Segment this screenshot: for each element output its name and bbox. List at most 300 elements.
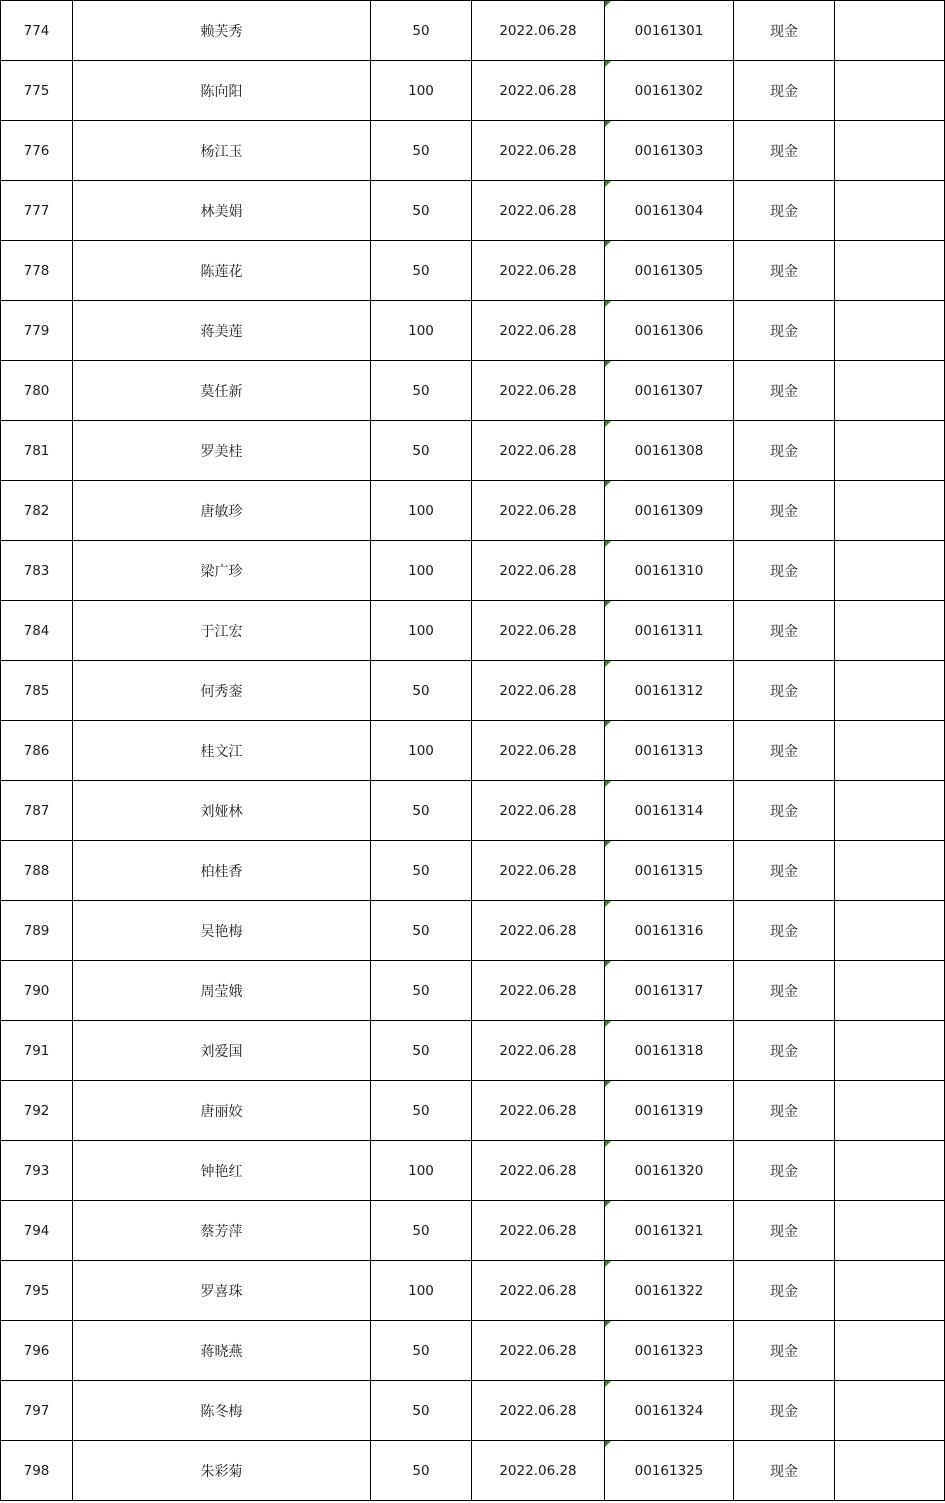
date-cell [472,121,605,181]
text-format-indicator-icon [605,1441,611,1447]
date-cell-text: 2022.06.28 [499,1102,577,1119]
text-format-indicator-icon [605,1021,611,1027]
payment-method-cell-text: 现金 [770,1403,798,1420]
date-cell [472,901,605,961]
receipt-number-cell-text: 00161322 [634,1282,704,1299]
table-row [1,421,945,481]
text-format-indicator-icon [605,1381,611,1387]
amount-cell [371,61,472,121]
payment-method-cell [734,1441,835,1501]
receipt-number-cell-text: 00161318 [634,1042,704,1059]
name-cell [73,961,371,1021]
row-number-cell-text: 798 [23,1462,50,1479]
receipt-number-cell-text: 00161306 [634,322,704,339]
name-cell [73,481,371,541]
receipt-number-cell [605,841,734,901]
receipt-number-cell-text: 00161323 [634,1342,704,1359]
payment-method-cell-text: 现金 [770,83,798,100]
name-cell-text: 于江宏 [200,623,243,640]
name-cell [73,1441,371,1501]
amount-cell-text: 50 [412,1042,430,1059]
note-cell [835,361,945,421]
row-number-cell-text: 794 [23,1222,50,1239]
note-cell [835,1381,945,1441]
payment-method-cell-text: 现金 [770,683,798,700]
receipt-number-cell [605,421,734,481]
row-number-cell [1,301,73,361]
row-number-cell [1,121,73,181]
text-format-indicator-icon [605,781,611,787]
date-cell [472,1141,605,1201]
amount-cell [371,1141,472,1201]
row-number-cell [1,1381,73,1441]
row-number-cell-text: 787 [23,802,50,819]
text-format-indicator-icon [605,1,611,7]
note-cell [835,1141,945,1201]
row-number-cell [1,841,73,901]
payment-method-cell-text: 现金 [770,623,798,640]
table-row [1,1321,945,1381]
text-format-indicator-icon [605,841,611,847]
text-format-indicator-icon [605,61,611,67]
table-row [1,1081,945,1141]
receipt-number-cell [605,301,734,361]
table-row [1,1,945,61]
name-cell-text: 钟艳红 [200,1163,243,1180]
text-format-indicator-icon [605,901,611,907]
amount-cell [371,1021,472,1081]
amount-cell [371,601,472,661]
row-number-cell [1,241,73,301]
note-cell [835,241,945,301]
note-cell [835,541,945,601]
row-number-cell [1,961,73,1021]
amount-cell [371,361,472,421]
text-format-indicator-icon [605,241,611,247]
row-number-cell-text: 790 [23,982,50,999]
receipt-number-cell [605,721,734,781]
amount-cell [371,301,472,361]
amount-cell-text: 50 [412,1462,430,1479]
row-number-cell [1,721,73,781]
payment-method-cell [734,661,835,721]
payment-method-cell [734,961,835,1021]
amount-cell-text: 100 [408,562,434,579]
receipt-number-cell [605,361,734,421]
receipt-number-cell-text: 00161325 [634,1462,704,1479]
row-number-cell [1,61,73,121]
name-cell-text: 桂文江 [200,743,243,760]
receipt-number-cell-text: 00161319 [634,1102,704,1119]
row-number-cell [1,661,73,721]
receipt-number-cell-text: 00161314 [634,802,704,819]
date-cell [472,421,605,481]
payment-method-cell [734,61,835,121]
amount-cell [371,1261,472,1321]
amount-cell-text: 50 [412,1102,430,1119]
receipt-number-cell-text: 00161307 [634,382,704,399]
payment-method-cell [734,121,835,181]
amount-cell [371,901,472,961]
receipt-number-cell [605,661,734,721]
table-row [1,601,945,661]
payment-method-cell-text: 现金 [770,503,798,520]
payment-method-cell-text: 现金 [770,803,798,820]
name-cell [73,301,371,361]
name-cell [73,121,371,181]
note-cell [835,961,945,1021]
name-cell [73,1381,371,1441]
table-row [1,181,945,241]
row-number-cell [1,1081,73,1141]
name-cell-text: 唐敏珍 [200,503,243,520]
amount-cell [371,1201,472,1261]
payment-method-cell-text: 现金 [770,23,798,40]
name-cell-text: 柏桂香 [200,863,243,880]
amount-cell [371,1381,472,1441]
row-number-cell [1,181,73,241]
date-cell [472,961,605,1021]
note-cell [835,1,945,61]
name-cell [73,1021,371,1081]
amount-cell [371,961,472,1021]
row-number-cell-text: 781 [23,442,50,459]
note-cell [835,301,945,361]
receipt-number-cell [605,1081,734,1141]
text-format-indicator-icon [605,1081,611,1087]
text-format-indicator-icon [605,1261,611,1267]
payment-method-cell-text: 现金 [770,203,798,220]
table-row [1,661,945,721]
amount-cell-text: 50 [412,442,430,459]
payment-method-cell [734,1081,835,1141]
amount-cell [371,1441,472,1501]
row-number-cell-text: 791 [23,1042,50,1059]
name-cell [73,1201,371,1261]
name-cell-text: 罗美桂 [200,443,243,460]
date-cell [472,1321,605,1381]
name-cell [73,361,371,421]
row-number-cell-text: 789 [23,922,50,939]
payment-method-cell-text: 现金 [770,323,798,340]
table-row [1,1261,945,1321]
receipt-number-cell-text: 00161324 [634,1402,704,1419]
receipt-number-cell-text: 00161301 [634,22,704,39]
date-cell-text: 2022.06.28 [499,802,577,819]
receipt-number-cell-text: 00161315 [634,862,704,879]
amount-cell-text: 100 [408,622,434,639]
text-format-indicator-icon [605,1321,611,1327]
name-cell-text: 何秀銮 [200,683,243,700]
date-cell [472,601,605,661]
name-cell-text: 莫任新 [200,383,243,400]
table-row [1,841,945,901]
row-number-cell-text: 774 [23,22,50,39]
payment-method-cell [734,301,835,361]
row-number-cell-text: 795 [23,1282,50,1299]
payment-method-cell [734,181,835,241]
amount-cell-text: 50 [412,382,430,399]
row-number-cell [1,1441,73,1501]
text-format-indicator-icon [605,361,611,367]
table-row [1,241,945,301]
amount-cell [371,721,472,781]
amount-cell [371,541,472,601]
date-cell-text: 2022.06.28 [499,862,577,879]
receipt-number-cell [605,601,734,661]
payment-method-cell [734,601,835,661]
payment-method-cell [734,541,835,601]
text-format-indicator-icon [605,721,611,727]
amount-cell-text: 50 [412,922,430,939]
payment-method-cell-text: 现金 [770,1163,798,1180]
text-format-indicator-icon [605,661,611,667]
amount-cell [371,661,472,721]
receipt-number-cell [605,1381,734,1441]
row-number-cell [1,781,73,841]
payment-method-cell [734,1201,835,1261]
name-cell-text: 刘爱国 [200,1043,243,1060]
table-row [1,1381,945,1441]
amount-cell [371,121,472,181]
date-cell [472,241,605,301]
date-cell [472,781,605,841]
receipt-number-cell-text: 00161304 [634,202,704,219]
payment-method-cell-text: 现金 [770,1043,798,1060]
table-row [1,61,945,121]
receipt-number-cell-text: 00161305 [634,262,704,279]
amount-cell [371,1,472,61]
date-cell-text: 2022.06.28 [499,1402,577,1419]
row-number-cell-text: 797 [23,1402,50,1419]
row-number-cell-text: 778 [23,262,50,279]
payment-method-cell [734,1021,835,1081]
table-row [1,361,945,421]
note-cell [835,1201,945,1261]
amount-cell [371,1321,472,1381]
table-row [1,781,945,841]
note-cell [835,721,945,781]
date-cell-text: 2022.06.28 [499,202,577,219]
name-cell-text: 陈莲花 [200,263,243,280]
date-cell-text: 2022.06.28 [499,82,577,99]
row-number-cell-text: 777 [23,202,50,219]
text-format-indicator-icon [605,961,611,967]
amount-cell-text: 50 [412,22,430,39]
text-format-indicator-icon [605,601,611,607]
name-cell-text: 蔡芳萍 [200,1223,243,1240]
table-row [1,1441,945,1501]
note-cell [835,1021,945,1081]
receipt-number-cell [605,541,734,601]
amount-cell [371,841,472,901]
row-number-cell-text: 785 [23,682,50,699]
amount-cell [371,481,472,541]
amount-cell-text: 100 [408,742,434,759]
amount-cell [371,241,472,301]
name-cell-text: 梁广珍 [200,563,243,580]
amount-cell [371,181,472,241]
date-cell-text: 2022.06.28 [499,1222,577,1239]
date-cell-text: 2022.06.28 [499,982,577,999]
name-cell [73,541,371,601]
name-cell [73,901,371,961]
name-cell [73,181,371,241]
payment-method-cell-text: 现金 [770,863,798,880]
row-number-cell [1,1321,73,1381]
table-row [1,721,945,781]
table-row [1,901,945,961]
row-number-cell-text: 792 [23,1102,50,1119]
row-number-cell-text: 788 [23,862,50,879]
receipt-number-cell-text: 00161320 [634,1162,704,1179]
payment-method-cell [734,1,835,61]
date-cell-text: 2022.06.28 [499,142,577,159]
name-cell [73,721,371,781]
amount-cell-text: 100 [408,322,434,339]
row-number-cell [1,1,73,61]
payment-method-cell [734,481,835,541]
payment-method-cell [734,361,835,421]
date-cell [472,1081,605,1141]
name-cell [73,1261,371,1321]
date-cell-text: 2022.06.28 [499,1342,577,1359]
date-cell [472,1201,605,1261]
name-cell [73,421,371,481]
table-row [1,1141,945,1201]
name-cell [73,781,371,841]
row-number-cell [1,481,73,541]
table-body [1,1,945,1501]
text-format-indicator-icon [605,541,611,547]
receipt-number-cell [605,121,734,181]
row-number-cell [1,1201,73,1261]
payment-method-cell [734,241,835,301]
row-number-cell [1,1141,73,1201]
payment-method-cell [734,1261,835,1321]
date-cell-text: 2022.06.28 [499,1162,577,1179]
receipt-number-cell-text: 00161308 [634,442,704,459]
name-cell-text: 唐丽姣 [200,1103,243,1120]
row-number-cell-text: 780 [23,382,50,399]
payment-method-cell-text: 现金 [770,263,798,280]
name-cell [73,661,371,721]
name-cell-text: 刘娅林 [200,803,243,820]
receipt-number-cell-text: 00161313 [634,742,704,759]
amount-cell-text: 100 [408,1282,434,1299]
note-cell [835,1261,945,1321]
note-cell [835,1081,945,1141]
date-cell [472,1,605,61]
payment-method-cell-text: 现金 [770,383,798,400]
amount-cell-text: 50 [412,1222,430,1239]
name-cell-text: 陈冬梅 [200,1403,243,1420]
note-cell [835,661,945,721]
amount-cell-text: 50 [412,982,430,999]
payment-method-cell [734,841,835,901]
note-cell [835,901,945,961]
name-cell-text: 蒋美莲 [200,323,243,340]
payment-method-cell [734,781,835,841]
amount-cell-text: 50 [412,682,430,699]
amount-cell [371,781,472,841]
payment-method-cell-text: 现金 [770,1103,798,1120]
receipt-number-cell [605,1141,734,1201]
receipt-number-cell [605,781,734,841]
receipt-number-cell-text: 00161312 [634,682,704,699]
receipt-number-cell-text: 00161316 [634,922,704,939]
receipt-number-cell [605,901,734,961]
date-cell [472,481,605,541]
date-cell-text: 2022.06.28 [499,502,577,519]
table-row [1,301,945,361]
text-format-indicator-icon [605,181,611,187]
receipt-number-cell [605,181,734,241]
name-cell-text: 罗喜珠 [200,1283,243,1300]
row-number-cell-text: 796 [23,1342,50,1359]
name-cell [73,1321,371,1381]
name-cell-text: 陈向阳 [200,83,243,100]
date-cell [472,841,605,901]
receipt-number-cell [605,1201,734,1261]
table-row [1,121,945,181]
receipt-number-cell [605,961,734,1021]
note-cell [835,481,945,541]
date-cell-text: 2022.06.28 [499,1282,577,1299]
date-cell-text: 2022.06.28 [499,442,577,459]
receipt-number-cell-text: 00161309 [634,502,704,519]
amount-cell-text: 100 [408,1162,434,1179]
note-cell [835,421,945,481]
receipt-number-cell-text: 00161303 [634,142,704,159]
date-cell [472,721,605,781]
date-cell-text: 2022.06.28 [499,262,577,279]
text-format-indicator-icon [605,1201,611,1207]
date-cell [472,661,605,721]
row-number-cell-text: 776 [23,142,50,159]
name-cell-text: 杨江玉 [200,143,243,160]
row-number-cell [1,421,73,481]
note-cell [835,181,945,241]
text-format-indicator-icon [605,481,611,487]
amount-cell-text: 50 [412,802,430,819]
amount-cell-text: 50 [412,262,430,279]
row-number-cell [1,601,73,661]
table-row [1,541,945,601]
receipt-number-cell [605,241,734,301]
receipt-number-cell-text: 00161311 [634,622,704,639]
amount-cell-text: 50 [412,862,430,879]
name-cell [73,1081,371,1141]
text-format-indicator-icon [605,301,611,307]
payment-method-cell [734,901,835,961]
name-cell-text: 蒋晓燕 [200,1343,243,1360]
row-number-cell-text: 775 [23,82,50,99]
name-cell [73,601,371,661]
table-row [1,481,945,541]
payment-method-cell-text: 现金 [770,1223,798,1240]
amount-cell [371,1081,472,1141]
amount-cell [371,421,472,481]
date-cell-text: 2022.06.28 [499,742,577,759]
receipt-number-cell [605,1,734,61]
note-cell [835,601,945,661]
amount-cell-text: 50 [412,1402,430,1419]
receipt-number-cell [605,1321,734,1381]
receipt-number-cell [605,481,734,541]
date-cell [472,1441,605,1501]
date-cell-text: 2022.06.28 [499,562,577,579]
